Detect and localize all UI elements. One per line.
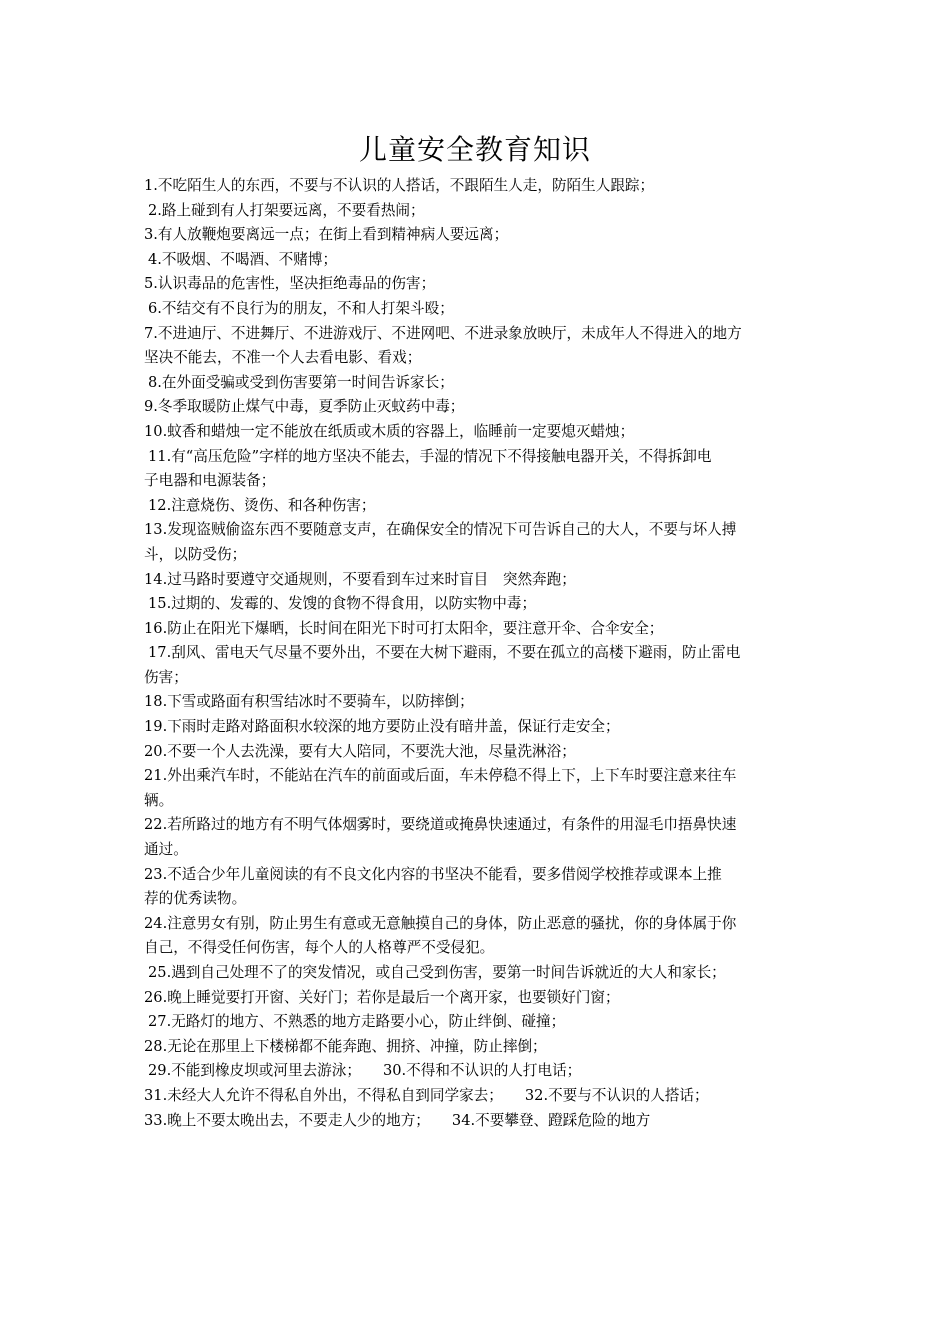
text-line: 13.发现盗贼偷盗东西不要随意支声，在确保安全的情况下可告诉自己的大人，不要与坏人搏 bbox=[144, 521, 737, 539]
text-line: 15.过期的、发霉的、发馊的食物不得食用，以防实物中毒； bbox=[148, 595, 537, 613]
text-line: 自己，不得受任何伤害，每个人的人格尊严不受侵犯。 bbox=[144, 939, 495, 957]
text-line: 辆。 bbox=[144, 791, 174, 809]
text-line: 21.外出乘汽车时，不能站在汽车的前面或后面，车未停稳不得上下，上下车时要注意来往车 bbox=[144, 767, 737, 785]
text-line: 12.注意烧伤、烫伤、和各种伤害； bbox=[148, 496, 376, 514]
text-line: 11.有“高压危险”字样的地方坚决不能去，手湿的情况下不得接触电器开关，不得拆卸电 bbox=[148, 447, 712, 465]
text-segment: 33.晚上不要太晚出去，不要走人少的地方； bbox=[144, 1111, 430, 1129]
text-line: 子电器和电源装备； bbox=[144, 472, 276, 490]
text-segment: 32.不要与不认识的人搭话； bbox=[524, 1086, 709, 1104]
text-line: 7.不进迪厅、不进舞厅、不进游戏厅、不进网吧、不进录象放映厅，未成年人不得进入的地方 bbox=[144, 324, 742, 342]
text-line: 通过。 bbox=[144, 841, 188, 859]
text-line-pair bbox=[144, 1109, 812, 1134]
text-line-pair bbox=[144, 1059, 812, 1084]
text-line: 27.无路灯的地方、不熟悉的地方走路要小心，防止绊倒、碰撞； bbox=[148, 1013, 566, 1031]
text-line: 24.注意男女有别，防止男生有意或无意触摸自己的身体，防止恶意的骚扰，你的身体属于你 bbox=[144, 914, 737, 932]
text-line: 1.不吃陌生人的东西，不要与不认识的人搭话，不跟陌生人走，防陌生人跟踪； bbox=[144, 177, 655, 194]
text-line: 6.不结交有不良行为的朋友，不和人打架斗殴； bbox=[148, 299, 454, 317]
text-line: 26.晚上睡觉要打开窗、关好门；若你是最后一个离开家，也要锁好门窗； bbox=[144, 988, 620, 1006]
text-line: 16.防止在阳光下爆晒，长时间在阳光下时可打太阳伞，要注意开伞、合伞安全； bbox=[144, 619, 664, 637]
text-line-pair bbox=[144, 1084, 812, 1109]
text-line: 28.无论在那里上下楼梯都不能奔跑、拥挤、冲撞，防止摔倒； bbox=[144, 1037, 547, 1055]
text-line: 4.不吸烟、不喝酒、不赌博； bbox=[148, 250, 338, 268]
text-line: 18.下雪或路面有积雪结冰时不要骑车，以防摔倒； bbox=[144, 693, 474, 711]
document-title: 儿童安全教育知识 bbox=[358, 133, 591, 166]
document-body bbox=[144, 174, 812, 1133]
text-line: 3.有人放鞭炮要离远一点；在街上看到精神病人要远离； bbox=[144, 226, 509, 244]
text-line: 25.遇到自己处理不了的突发情况，或自己受到伤害，要第一时间告诉就近的大人和家长； bbox=[148, 964, 726, 981]
text-line: 5.认识毒品的危害性，坚决拒绝毒品的伤害； bbox=[144, 275, 436, 293]
text-line: 9.冬季取暖防止煤气中毒，夏季防止灭蚊药中毒； bbox=[144, 398, 465, 416]
text-line: 14.过马路时要遵守交通规则，不要看到车过来时盲目 突然奔跑； bbox=[144, 570, 576, 588]
text-line: 22.若所路过的地方有不明气体烟雾时，要绕道或掩鼻快速通过，有条件的用湿毛巾捂鼻快速 bbox=[144, 816, 737, 834]
text-line: 2.路上碰到有人打架要远离，不要看热闹； bbox=[148, 201, 425, 219]
text-segment: 29.不能到橡皮坝或河里去游泳； bbox=[148, 1062, 361, 1080]
text-line: 8.在外面受骗或受到伤害要第一时间告诉家长； bbox=[148, 373, 454, 391]
text-line: 17.刮风、雷电天气尽量不要外出，不要在大树下避雨，不要在孤立的高楼下避雨，防止雷电 bbox=[148, 644, 741, 662]
text-line: 斗，以防受伤； bbox=[144, 545, 247, 563]
text-line: 10.蚊香和蜡烛一定不能放在纸质或木质的容器上，临睡前一定要熄灭蜡烛； bbox=[144, 422, 635, 440]
text-line: 伤害； bbox=[144, 668, 188, 686]
text-segment: 30.不得和不认识的人打电话； bbox=[382, 1062, 582, 1080]
text-segment: 31.未经大人允许不得私自外出，不得私自到同学家去； bbox=[144, 1086, 503, 1104]
text-line: 坚决不能去，不准一个人去看电影、看戏； bbox=[144, 349, 422, 367]
text-line: 荐的优秀读物。 bbox=[144, 890, 247, 908]
text-segment: 34.不要攀登、蹬踩危险的地方 bbox=[451, 1111, 651, 1129]
text-line: 20.不要一个人去洗澡，要有大人陪同，不要洗大池，尽量洗淋浴； bbox=[144, 742, 576, 760]
text-line: 23.不适合少年儿童阅读的有不良文化内容的书坚决不能看，要多借阅学校推荐或课本上推 bbox=[144, 865, 722, 883]
text-line: 19.下雨时走路对路面积水较深的地方要防止没有暗井盖，保证行走安全； bbox=[144, 718, 620, 736]
